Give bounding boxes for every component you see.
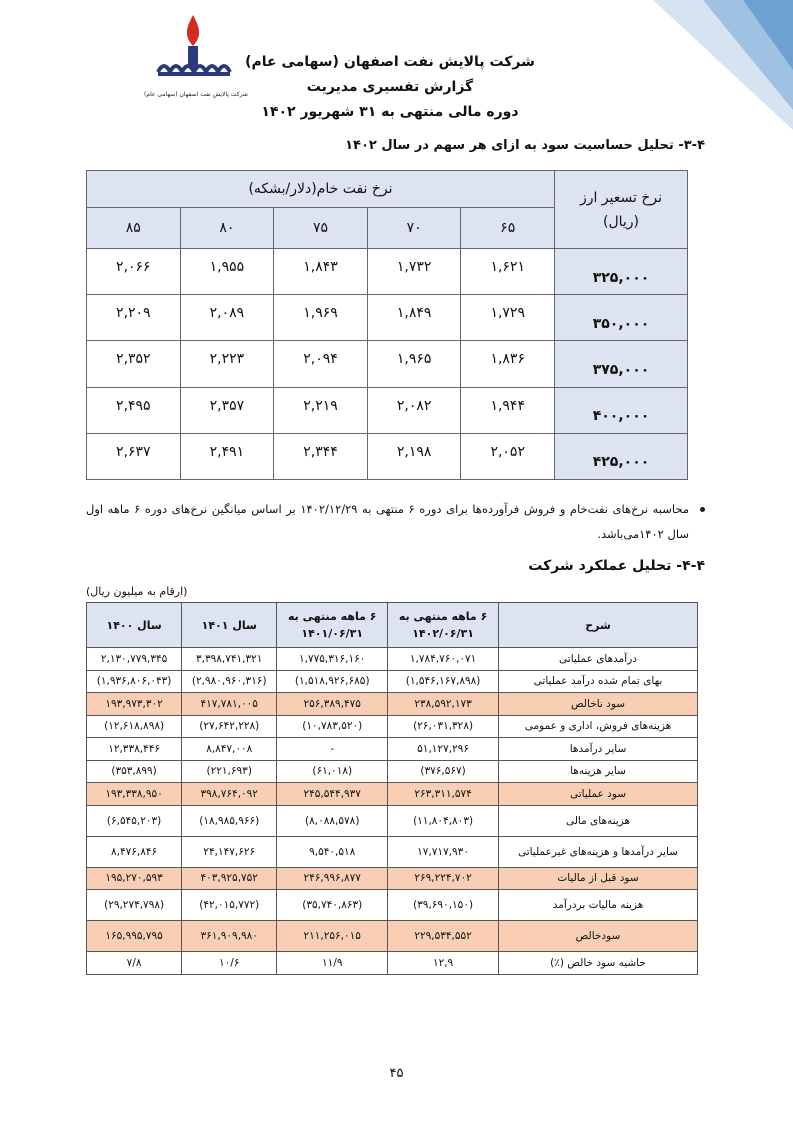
eps-cell: ۲,۰۸۲ [367,387,461,433]
eps-cell: ۲,۲۲۳ [180,341,274,387]
rate-cell: ۳۷۵,۰۰۰ [555,341,688,387]
eps-cell: ۲,۰۵۲ [461,433,555,479]
performance-table [86,602,698,975]
row-label: حاشیه سود خالص (٪) [499,952,698,975]
table-row [87,836,698,867]
eps-cell: ۲,۶۳۷ [87,433,181,479]
rate-header-line1: نرخ تسعیر ارز [579,189,663,206]
eps-cell: ۱,۹۶۹ [274,295,368,341]
table-row [87,805,698,836]
crude-price-header: نرخ نفت خام(دلار/بشکه) [87,171,555,208]
rate-header [555,171,688,249]
value-cell: ۳۶۱,۹۰۹,۹۸۰ [182,921,277,952]
report-header [200,50,580,125]
row-label: سود عملیاتی [499,783,698,806]
value-cell: ۸,۴۷۶,۸۴۶ [87,836,182,867]
value-cell: (۶۱,۰۱۸) [277,760,388,783]
table-row [87,715,698,738]
row-label: سایر هزینه‌ها [499,760,698,783]
row-label: هزینه‌های فروش، اداری و عمومی [499,715,698,738]
eps-cell: ۲,۱۹۸ [367,433,461,479]
unit-note: (ارقام به میلیون ریال) [86,585,188,598]
value-cell: (۲۲۱,۶۹۳) [182,760,277,783]
company-name: شرکت پالایش نفت اصفهان (سهامی عام) [245,54,535,70]
value-cell: ۲۴,۱۴۷,۶۲۶ [182,836,277,867]
table-row [87,952,698,975]
value-cell: (۱,۵۴۶,۱۶۷,۸۹۸) [388,670,499,693]
header-row [87,603,698,648]
value-cell: ۲۴۵,۵۴۴,۹۳۷ [277,783,388,806]
value-cell: ۲۱۱,۲۵۶,۰۱۵ [277,921,388,952]
table-row [87,295,688,341]
section-title-sensitivity: ۳-۴- تحلیل حساسیت سود به ازای هر سهم در سال ۱۴۰۲ [345,138,705,153]
value-cell: (۳۵۳,۸۹۹) [87,760,182,783]
eps-cell: ۲,۰۹۴ [274,341,368,387]
table-row [87,433,688,479]
table-row-highlight [87,921,698,952]
eps-cell: ۱,۸۴۳ [274,249,368,295]
value-cell: (۱۰,۷۸۳,۵۲۰) [277,715,388,738]
value-cell: (۳۷۶,۵۶۷) [388,760,499,783]
eps-cell: ۱,۹۵۵ [180,249,274,295]
col-header-6m-1401: ۶ ماهه منتهی به ۱۴۰۱/۰۶/۳۱ [277,603,388,648]
value-cell: ۱۹۵,۲۷۰,۵۹۳ [87,867,182,890]
rate-cell: ۳۵۰,۰۰۰ [555,295,688,341]
col-header-1400: سال ۱۴۰۰ [87,603,182,648]
value-cell: (۴۲,۰۱۵,۷۷۲) [182,890,277,921]
value-cell: (۲۶,۰۳۱,۳۲۸) [388,715,499,738]
eps-cell: ۲,۴۹۱ [180,433,274,479]
eps-cell: ۲,۴۹۵ [87,387,181,433]
eps-cell: ۱,۷۲۹ [461,295,555,341]
eps-cell: ۲,۰۶۶ [87,249,181,295]
value-cell: - [277,738,388,761]
col-header-desc: شرح [499,603,698,648]
table-row [87,648,698,671]
value-cell: ۱۲,۹ [388,952,499,975]
svg-text:شرکت پالایش نفت اصفهان (سهامی: شرکت پالایش نفت اصفهان (سهامی عام) [144,91,248,98]
value-cell: ۲۴۶,۹۹۶,۸۷۷ [277,867,388,890]
value-cell: (۳۵,۷۴۰,۸۶۳) [277,890,388,921]
value-cell: ۹,۵۴۰,۵۱۸ [277,836,388,867]
bullet-text: محاسبه نرخ‌های نفت‌خام و فروش فرآورده‌ها برای دوره ۶ منتهی به ۱۴۰۲/۱۲/۲۹ بر اساس میانگین نرخ‌های دوره ۶ ماهه اول سال ۱۴۰۲می‌باشد. [86,502,689,541]
row-label: هزینه مالیات بردرآمد [499,890,698,921]
value-cell: (۱,۹۳۶,۸۰۶,۰۴۳) [87,670,182,693]
value-cell: ۱۹۳,۹۷۳,۳۰۲ [87,693,182,716]
report-title: گزارش تفسیری مدیریت [306,79,474,95]
value-cell: (۱۱,۸۰۴,۸۰۳) [388,805,499,836]
col-header-1401: سال ۱۴۰۱ [182,603,277,648]
value-cell: ۱۰/۶ [182,952,277,975]
corner-decoration [593,0,793,130]
eps-cell: ۱,۸۳۶ [461,341,555,387]
row-label: سودخالص [499,921,698,952]
value-cell: ۴۱۷,۷۸۱,۰۰۵ [182,693,277,716]
table-row [87,890,698,921]
eps-cell: ۲,۳۴۴ [274,433,368,479]
table-row [87,670,698,693]
sensitivity-table [86,170,688,480]
value-cell: (۲۹,۲۷۴,۷۹۸) [87,890,182,921]
price-cell: ۷۰ [367,208,461,249]
table-row-highlight [87,783,698,806]
value-cell: ۱,۷۷۵,۳۱۶,۱۶۰ [277,648,388,671]
value-cell: ۲۳۸,۵۹۲,۱۷۳ [388,693,499,716]
bullet-note [86,497,705,547]
row-label: هزینه‌های مالی [499,805,698,836]
rate-cell: ۴۰۰,۰۰۰ [555,387,688,433]
eps-cell: ۲,۲۰۹ [87,295,181,341]
rate-cell: ۴۲۵,۰۰۰ [555,433,688,479]
report-period: دوره مالی منتهی به ۳۱ شهریور ۱۴۰۲ [261,104,519,120]
table-row-highlight [87,867,698,890]
table-row [87,249,688,295]
value-cell: (۱۲,۶۱۸,۸۹۸) [87,715,182,738]
value-cell: ۱۶۵,۹۹۵,۷۹۵ [87,921,182,952]
eps-cell: ۱,۷۳۲ [367,249,461,295]
row-label: سایر درآمدها [499,738,698,761]
price-cell: ۸۵ [87,208,181,249]
page-number: ۴۵ [389,1066,404,1081]
table-row [87,738,698,761]
value-cell: ۲۲۹,۵۳۴,۵۵۲ [388,921,499,952]
value-cell: (۲,۹۸۰,۹۶۰,۳۱۶) [182,670,277,693]
price-cell: ۶۵ [461,208,555,249]
table-row [87,760,698,783]
price-cell: ۷۵ [274,208,368,249]
value-cell: ۴۰۳,۹۲۵,۷۵۲ [182,867,277,890]
table-row-highlight [87,693,698,716]
eps-cell: ۱,۸۴۹ [367,295,461,341]
row-label: بهای تمام شده درآمد عملیاتی [499,670,698,693]
rate-header-line2: (ریال) [602,213,640,230]
value-cell: (۱,۵۱۸,۹۲۶,۶۸۵) [277,670,388,693]
value-cell: ۲,۱۳۰,۷۷۹,۳۴۵ [87,648,182,671]
row-label: درآمدهای عملیاتی [499,648,698,671]
rate-cell: ۳۲۵,۰۰۰ [555,249,688,295]
value-cell: ۱۷,۷۱۷,۹۳۰ [388,836,499,867]
table-row [87,387,688,433]
eps-cell: ۲,۳۵۷ [180,387,274,433]
eps-cell: ۱,۹۶۵ [367,341,461,387]
bullet-dot-icon [700,507,705,512]
value-cell: (۶,۵۴۵,۲۰۳) [87,805,182,836]
value-cell: (۳۹,۶۹۰,۱۵۰) [388,890,499,921]
section-title-performance: ۴-۴- تحلیل عملکرد شرکت [528,558,705,574]
eps-cell: ۱,۹۴۴ [461,387,555,433]
value-cell: ۳,۳۹۸,۷۴۱,۳۲۱ [182,648,277,671]
value-cell: ۷/۸ [87,952,182,975]
row-label: سایر درآمدها و هزینه‌های غیرعملیاتی [499,836,698,867]
value-cell: (۸,۰۸۸,۵۷۸) [277,805,388,836]
col-header-6m-1402: ۶ ماهه منتهی به ۱۴۰۲/۰۶/۳۱ [388,603,499,648]
value-cell: ۱,۷۸۴,۷۶۰,۰۷۱ [388,648,499,671]
value-cell: (۱۸,۹۸۵,۹۶۶) [182,805,277,836]
value-cell: ۱۲,۳۳۸,۴۴۶ [87,738,182,761]
value-cell: ۱۱/۹ [277,952,388,975]
value-cell: (۲۷,۶۴۲,۲۲۸) [182,715,277,738]
value-cell: ۸,۸۴۷,۰۰۸ [182,738,277,761]
value-cell: ۵۱,۱۲۷,۲۹۶ [388,738,499,761]
eps-cell: ۲,۲۱۹ [274,387,368,433]
value-cell: ۲۶۳,۳۱۱,۵۷۴ [388,783,499,806]
price-cell: ۸۰ [180,208,274,249]
row-label: سود ناخالص [499,693,698,716]
value-cell: ۱۹۳,۳۳۸,۹۵۰ [87,783,182,806]
table-row [87,341,688,387]
value-cell: ۳۹۸,۷۶۴,۰۹۲ [182,783,277,806]
eps-cell: ۱,۶۲۱ [461,249,555,295]
value-cell: ۲۶۹,۲۲۴,۷۰۲ [388,867,499,890]
eps-cell: ۲,۳۵۲ [87,341,181,387]
value-cell: ۲۵۶,۳۸۹,۴۷۵ [277,693,388,716]
row-label: سود قبل از مالیات [499,867,698,890]
eps-cell: ۲,۰۸۹ [180,295,274,341]
